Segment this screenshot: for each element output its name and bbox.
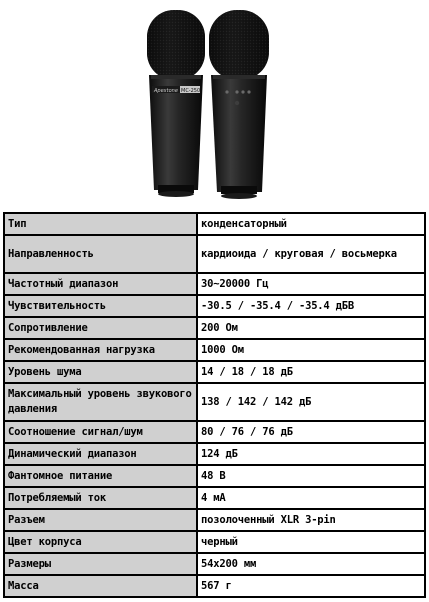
table-row: [4, 421, 425, 443]
spec-value: кардиоида / круговая / восьмерка: [197, 235, 425, 273]
spec-label: Потребляемый ток: [4, 487, 197, 509]
table-row: [4, 273, 425, 295]
table-row: [4, 575, 425, 597]
pattern-switch-icon: [235, 101, 239, 105]
spec-value: конденсаторный: [197, 213, 425, 235]
spec-label: Размеры: [4, 553, 197, 575]
left-microphone: [147, 10, 205, 197]
spec-label: Частотный диапазон: [4, 273, 197, 295]
table-row: [4, 487, 425, 509]
table-row: [4, 213, 425, 235]
spec-value: 54x200 мм: [197, 553, 425, 575]
table-row: [4, 317, 425, 339]
table-row: [4, 339, 425, 361]
spec-label: Фантомное питание: [4, 465, 197, 487]
spec-label: Разъем: [4, 509, 197, 531]
spec-label: Чувствительность: [4, 295, 197, 317]
spec-value: 200 Ом: [197, 317, 425, 339]
spec-value: 1000 Ом: [197, 339, 425, 361]
table-row: [4, 465, 425, 487]
left-model-label: MC-250: [181, 88, 201, 94]
spec-value: позолоченный XLR 3-pin: [197, 509, 425, 531]
table-row: [4, 295, 425, 317]
table-row: [4, 443, 425, 465]
spec-label: Соотношение сигнал/шум: [4, 421, 197, 443]
spec-value: 567 г: [197, 575, 425, 597]
left-brand-label: Apextone: [154, 88, 178, 94]
pattern-indicator-icon: [225, 90, 228, 93]
spec-label: Рекомендованная нагрузка: [4, 339, 197, 361]
spec-value: 124 дБ: [197, 443, 425, 465]
spec-value: 30~20000 Гц: [197, 273, 425, 295]
table-row: [4, 361, 425, 383]
spec-label: Сопротивление: [4, 317, 197, 339]
spec-label: Максимальный уровень звукового давления: [4, 383, 197, 421]
spec-value: 4 мА: [197, 487, 425, 509]
right-microphone: [209, 10, 269, 199]
spec-value: 48 В: [197, 465, 425, 487]
table-row: [4, 383, 425, 421]
spec-value: 80 / 76 / 76 дБ: [197, 421, 425, 443]
spec-value: 14 / 18 / 18 дБ: [197, 361, 425, 383]
spec-label: Направленность: [4, 235, 197, 273]
spec-value: 138 / 142 / 142 дБ: [197, 383, 425, 421]
table-row: [4, 235, 425, 273]
table-row: [4, 531, 425, 553]
spec-label: Динамический диапазон: [4, 443, 197, 465]
spec-value: -30.5 / -35.4 / -35.4 дБВ: [197, 295, 425, 317]
table-row: [4, 553, 425, 575]
specifications-table: [3, 212, 426, 598]
spec-value: черный: [197, 531, 425, 553]
spec-label: Цвет корпуса: [4, 531, 197, 553]
spec-label: Уровень шума: [4, 361, 197, 383]
microphones-photo: [0, 0, 429, 208]
spec-label: Тип: [4, 213, 197, 235]
spec-label: Масса: [4, 575, 197, 597]
table-row: [4, 509, 425, 531]
